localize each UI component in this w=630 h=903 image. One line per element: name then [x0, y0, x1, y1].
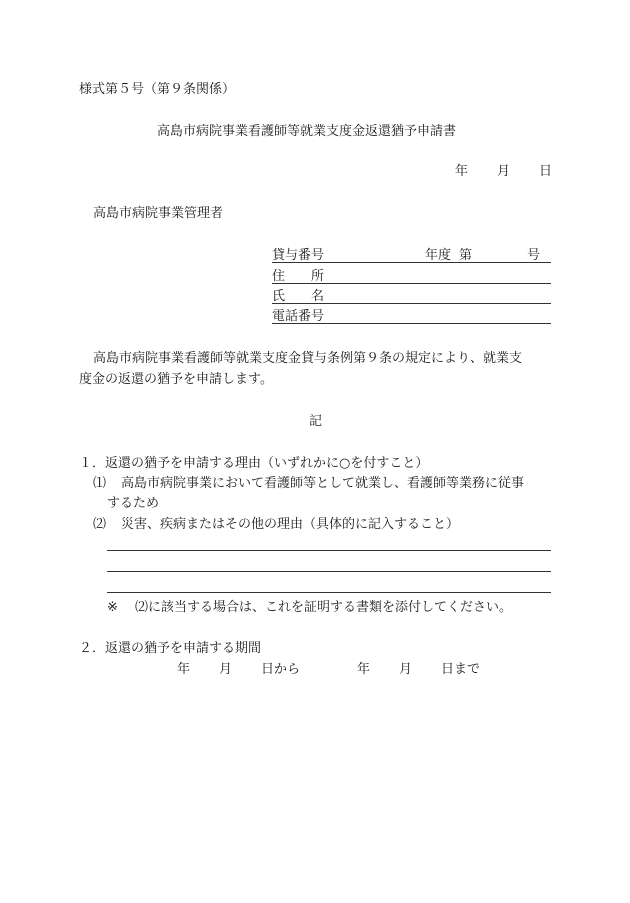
- number-prefix: 第: [459, 248, 473, 263]
- date-month-label: 月: [497, 164, 511, 179]
- name-line: [272, 303, 551, 304]
- name-label: 氏 名: [272, 289, 325, 304]
- date-day-label: 日: [539, 164, 553, 179]
- ki-heading: 記: [309, 414, 323, 429]
- section2-heading: ２．返還の猶予を申請する期間: [79, 641, 262, 656]
- form-number: 様式第５号（第９条関係）: [79, 82, 236, 97]
- note-text: ⑵に該当する場合は、これを証明する書類を添付してください。: [135, 600, 513, 615]
- period-from-year: 年: [177, 662, 191, 677]
- body-line-2: 度金の返還の猶予を申請します。: [79, 372, 273, 387]
- reason-line-2: [107, 571, 551, 572]
- body-line-1: 高島市病院事業看護師等就業支度金貸与条例第９条の規定により、就業支: [93, 351, 523, 366]
- period-to-year: 年: [357, 662, 371, 677]
- address-label: 住 所: [272, 269, 325, 284]
- reason-line-1: [107, 550, 551, 551]
- item1-line-1: 高島市病院事業において看護師等として就業し、看護師等業務に従事: [121, 476, 525, 491]
- item1-number: ⑴: [93, 476, 107, 491]
- period-from-day: 日から: [261, 662, 301, 677]
- note-mark: ※: [107, 600, 118, 615]
- item2-text: 災害、疾病またはその他の理由（具体的に記入すること）: [121, 517, 460, 532]
- item2-number: ⑵: [93, 517, 107, 532]
- item1-line-2: するため: [107, 496, 160, 511]
- period-to-day: 日まで: [441, 662, 481, 677]
- period-from-month: 月: [219, 662, 233, 677]
- period-to-month: 月: [399, 662, 413, 677]
- number-suffix: 号: [527, 248, 541, 263]
- phone-line: [272, 323, 551, 324]
- fiscal-year-label: 年度: [425, 248, 452, 263]
- loan-number-line: [272, 262, 551, 263]
- reason-line-3: [107, 592, 551, 593]
- date-year-label: 年: [455, 164, 469, 179]
- section1-heading: １．返還の猶予を申請する理由（いずれかに○を付すこと）: [79, 456, 429, 471]
- phone-label: 電話番号: [272, 309, 325, 324]
- addressee: 高島市病院事業管理者: [93, 206, 224, 221]
- loan-number-label: 貸与番号: [272, 248, 325, 263]
- address-line: [272, 283, 551, 284]
- document-title: 高島市病院事業看護師等就業支度金返還猶予申請書: [157, 124, 457, 139]
